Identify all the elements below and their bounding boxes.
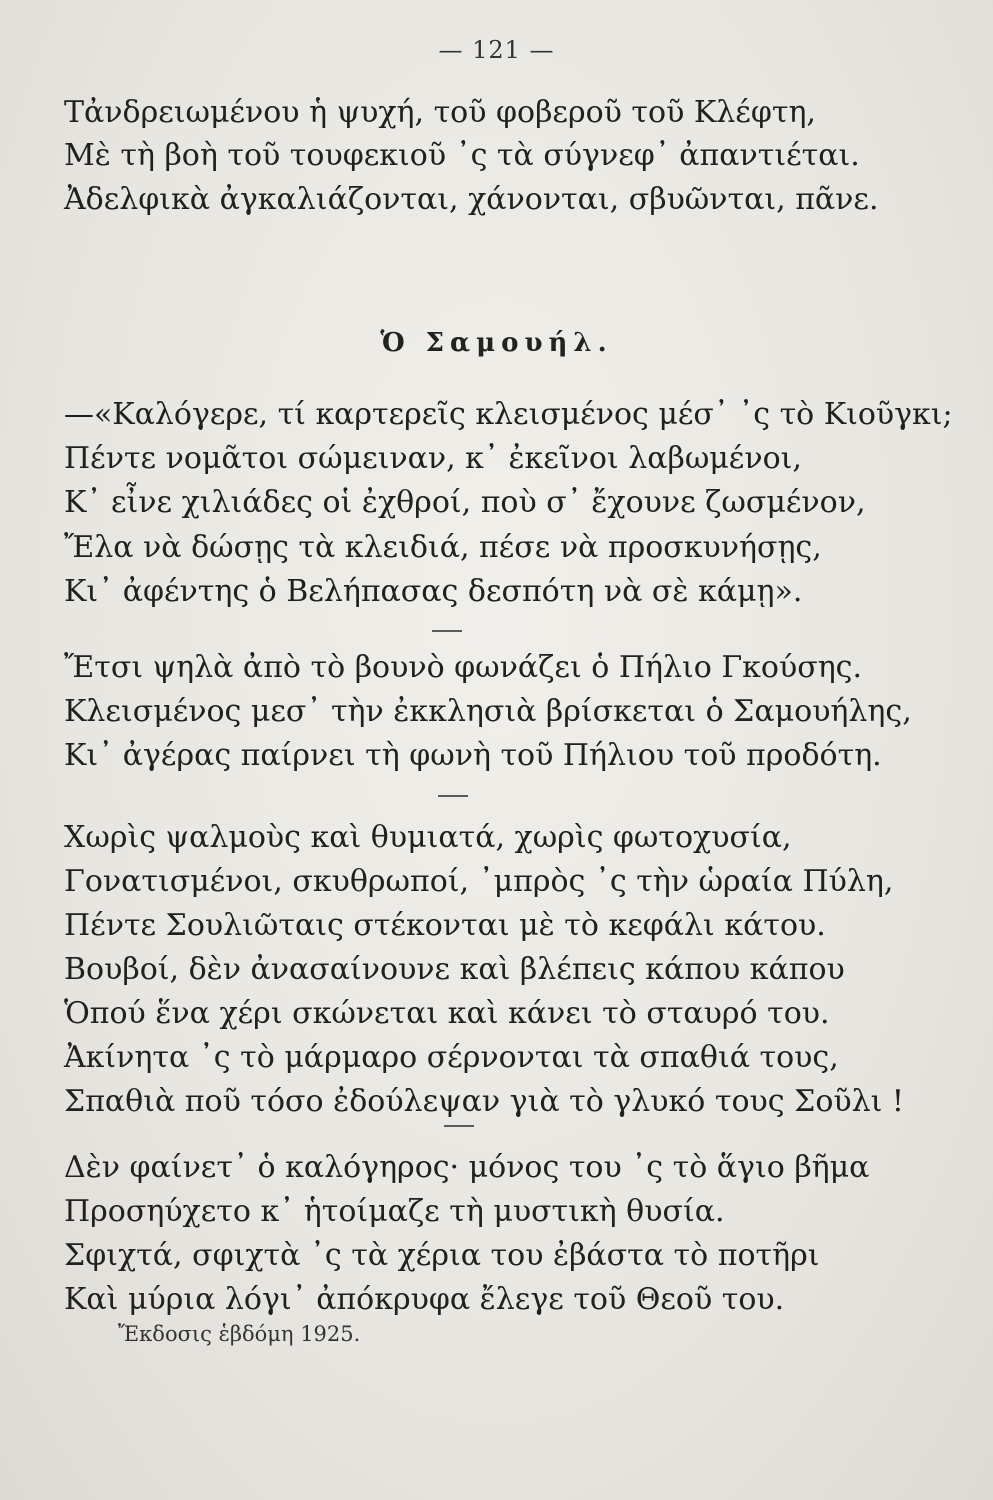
stanza-divider [438,795,468,797]
stanza-divider [432,630,462,632]
verse-line: Καὶ μύρια λόγι᾽ ἀπόκρυφα ἔλεγε τοῦ Θεοῦ του. [64,1282,785,1317]
verse-line: Κλεισμένος μεσ᾽ τὴν ἐκκλησιὰ βρίσκεται ὁ Σαμουήλης, [64,694,912,729]
verse-line: Κι᾽ ἀγέρας παίρνει τὴ φωνὴ τοῦ Πήλιου τοῦ προδότη. [64,738,882,773]
verse-line: Ἔλα νὰ δώσῃς τὰ κλειδιά, πέσε νὰ προσκυνήσῃς, [64,530,822,565]
verse-line: Κι᾽ ἀφέντης ὁ Βελήπασας δεσπότη νὰ σὲ κάμῃ». [64,574,803,609]
verse-line: Ὁπού ἕνα χέρι σκώνεται καὶ κάνει τὸ σταυρό του. [64,996,830,1031]
footnote: Ἔκδοσις ἑβδόμη 1925. [118,1322,361,1346]
verse-line: Κ᾽ εἶνε χιλιάδες οἱ ἐχθροί, ποὺ σ᾽ ἔχουνε ζωσμένον, [64,485,866,520]
stanza-divider [444,1125,474,1127]
verse-line: Ἔτσι ψηλὰ ἀπὸ τὸ βουνὸ φωνάζει ὁ Πήλιο Γκούσης. [64,650,863,685]
verse-line: Ἀδελφικὰ ἀγκαλιάζονται, χάνονται, σβυῶνται, πᾶνε. [64,182,879,217]
verse-line: Μὲ τὴ βοὴ τοῦ τουφεκιοῦ ᾽ς τὰ σύγνεφ᾽ ἀπαντιέται. [64,138,860,173]
verse-line: Ἀκίνητα ᾽ς τὸ μάρμαρο σέρνονται τὰ σπαθιά τους, [64,1040,839,1075]
verse-line: Δὲν φαίνετ᾽ ὁ καλόγηρος· μόνος του ᾽ς τὸ ἅγιο βῆμα [64,1150,870,1185]
verse-line: Σφιχτά, σφιχτὰ ᾽ς τὰ χέρια του ἐβάστα τὸ ποτῆρι [64,1238,820,1273]
verse-line: Προσηύχετο κ᾽ ἡτοίμαζε τὴ μυστικὴ θυσία. [64,1194,725,1229]
verse-line: Γονατισμένοι, σκυθρωποί, ᾽μπρὸς ᾽ς τὴν ὡραία Πύλη, [64,864,894,899]
verse-line: Πέντε Σουλιῶταις στέκονται μὲ τὸ κεφάλι κάτου. [64,908,826,943]
verse-line: Βουβοί, δὲν ἀνασαίνουνε καὶ βλέπεις κάπου κάπου [64,952,845,987]
page-number: — 121 — [438,36,555,64]
verse-line: Πέντε νομᾶτοι σώμειναν, κ᾽ ἐκεῖνοι λαβωμένοι, [64,441,802,476]
section-title: Ὁ Σαμουήλ. [380,328,613,358]
verse-line: —«Καλόγερε, τί καρτερεῖς κλεισμένος μέσ᾽ ᾽ς τὸ Κιοῦγκι; [64,397,953,432]
verse-line: Σπαθιὰ ποῦ τόσο ἐδούλεψαν γιὰ τὸ γλυκό τους Σοῦλι ! [64,1084,904,1119]
verse-line: Τἀνδρειωμένου ἡ ψυχή, τοῦ φοβεροῦ τοῦ Κλέφτη, [64,95,816,130]
verse-line: Χωρὶς ψαλμοὺς καὶ θυμιατά, χωρὶς φωτοχυσία, [64,820,792,855]
